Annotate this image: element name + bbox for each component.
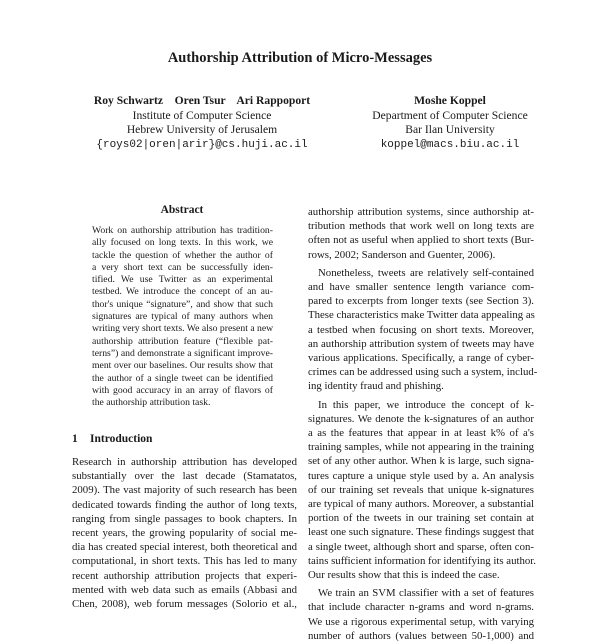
body-line: Nonetheless, tweets are relatively self-contained xyxy=(318,266,534,279)
body-line: training samples, while not appearing in the training xyxy=(308,441,534,454)
body-line: are typical of many authors. Moreover, a substantial xyxy=(308,498,534,511)
body-line: computational, in short texts. This has led to many xyxy=(72,555,297,568)
abstract-line: the authorship attribution task. xyxy=(92,397,211,409)
abstract-line: signatures are typical of many authors when xyxy=(92,311,273,323)
body-line: a single tweet, although short and sparse, often con- xyxy=(308,540,534,553)
body-line: set of any other author. When k is large, such signa- xyxy=(308,455,534,468)
body-line: various applications. Specifically, a range of cyber- xyxy=(308,352,534,365)
abstract-line: authorship attribution feature (“flexible pat- xyxy=(92,335,273,347)
body-line: authorship attribution systems, since authorship at- xyxy=(308,206,534,218)
abstract-heading: Abstract xyxy=(160,204,204,216)
university-left: Hebrew University of Jerusalem xyxy=(126,123,278,137)
body-line: signatures. We denote the k-signatures of an author xyxy=(308,412,534,425)
abstract-line: tified. We use Twitter as an experimental xyxy=(92,274,273,286)
abstract-line: ment over our baselines. Our results show that xyxy=(92,360,273,372)
body-line: portion of the tweets in our training set contain at xyxy=(308,512,534,525)
body-line: a as the features that appear in at least k% of a's xyxy=(308,427,534,440)
body-line: Our results show that this is indeed the case. xyxy=(308,569,500,582)
section-heading-introduction xyxy=(72,433,152,445)
right-column-body xyxy=(308,205,538,643)
body-line: of our training set reveals that unique k-signatures xyxy=(308,483,534,496)
left-column-body xyxy=(72,455,297,611)
body-line: recent years, the growing popularity of social me- xyxy=(72,527,297,540)
abstract-line: thor's unique “signature”, and show that such xyxy=(92,298,273,310)
body-line: often not as useful when applied to short texts (Bur- xyxy=(308,234,534,247)
body-line: These characteristics make Twitter data appealing as xyxy=(308,309,535,322)
body-line: ranging from single passages to book chapters. In xyxy=(72,512,297,525)
body-line: that include character n-grams and word n-grams. xyxy=(308,601,534,614)
body-line: rows, 2002; Sanderson and Guenter, 2006). xyxy=(308,248,496,261)
abstract-line: the author of a single tweet can be identified xyxy=(92,372,273,384)
abstract-line: tackle the question of whether the author of xyxy=(92,249,273,261)
body-line: and have smaller sentence length variance com- xyxy=(308,281,534,294)
body-line: 2009). The vast majority of such research has been xyxy=(72,484,297,497)
section-title: Introduction xyxy=(90,433,153,445)
abstract-line: Work on authorship attribution has tradition- xyxy=(92,225,273,236)
body-line: an authorship attribution system of tweets may have xyxy=(308,337,534,350)
body-line: tures capture a unique style used by a. An analysis xyxy=(308,469,534,482)
body-line: In this paper, we introduce the concept of k- xyxy=(318,398,534,411)
abstract-line: writing very short texts. We also present a new xyxy=(92,323,274,335)
university-right: Bar Ilan University xyxy=(405,123,495,137)
author-names-right: Moshe Koppel xyxy=(414,94,486,107)
author-block-left xyxy=(52,94,352,152)
body-line: number of authors (values between 50-1,000) and xyxy=(308,629,534,642)
body-line: tribution methods that work well on long texts are xyxy=(308,220,534,233)
abstract-line: terns”) and demonstrate a significant improve- xyxy=(92,347,273,359)
body-line: substantially over the last decade (Stamatatos, xyxy=(72,470,297,483)
body-line: Chen, 2008), web forum messages (Solorio et al., xyxy=(72,598,297,611)
body-line: Research in authorship attribution has developed xyxy=(72,456,297,468)
abstract-line: testbed. We introduce the concept of an au- xyxy=(92,286,273,298)
body-line: recent authorship attribution projects that experi- xyxy=(72,569,297,582)
email-left[interactable]: {roys02|oren|arir}@cs.huji.ac.il xyxy=(96,138,308,151)
body-line: mented with web data such as emails (Abbasi and xyxy=(72,583,297,596)
abstract-line: a very short text can be successfully iden- xyxy=(92,261,273,273)
abstract-line: with good accuracy in an array of flavors of xyxy=(92,384,273,396)
paper-title: Authorship Attribution of Micro-Messages xyxy=(167,50,433,66)
body-line: dedicated towards finding the author of long texts, xyxy=(72,498,297,511)
body-line: ing identity fraud and phishing. xyxy=(308,380,444,393)
author-block-right xyxy=(330,94,570,152)
body-line: We train an SVM classifier with a set of features xyxy=(318,587,534,600)
body-line: tains sufficient information for identifying its author. xyxy=(308,554,536,567)
body-line: least one such signature. These findings suggest that xyxy=(308,526,534,539)
body-line: We use a rigorous experimental setup, with varying xyxy=(308,615,534,628)
section-number: 1 xyxy=(72,433,78,445)
body-line: crimes can be addressed using such a system, includ- xyxy=(308,366,538,379)
affiliation-right: Department of Computer Science xyxy=(372,108,528,122)
body-line: pared to excerpts from longer texts (see Section 3). xyxy=(308,295,534,308)
body-line: dia has created special interest, both theoretical and xyxy=(72,541,297,554)
author-names-left: Roy Schwartz Oren Tsur Ari Rappoport xyxy=(93,94,311,107)
abstract-body xyxy=(92,225,273,409)
abstract-line: ally focused on long texts. In this work, we xyxy=(92,237,273,249)
email-right[interactable]: koppel@macs.biu.ac.il xyxy=(380,138,520,151)
body-line: a testbed when focusing on short texts. Moreover, xyxy=(308,323,534,336)
affiliation-left: Institute of Computer Science xyxy=(132,108,272,122)
